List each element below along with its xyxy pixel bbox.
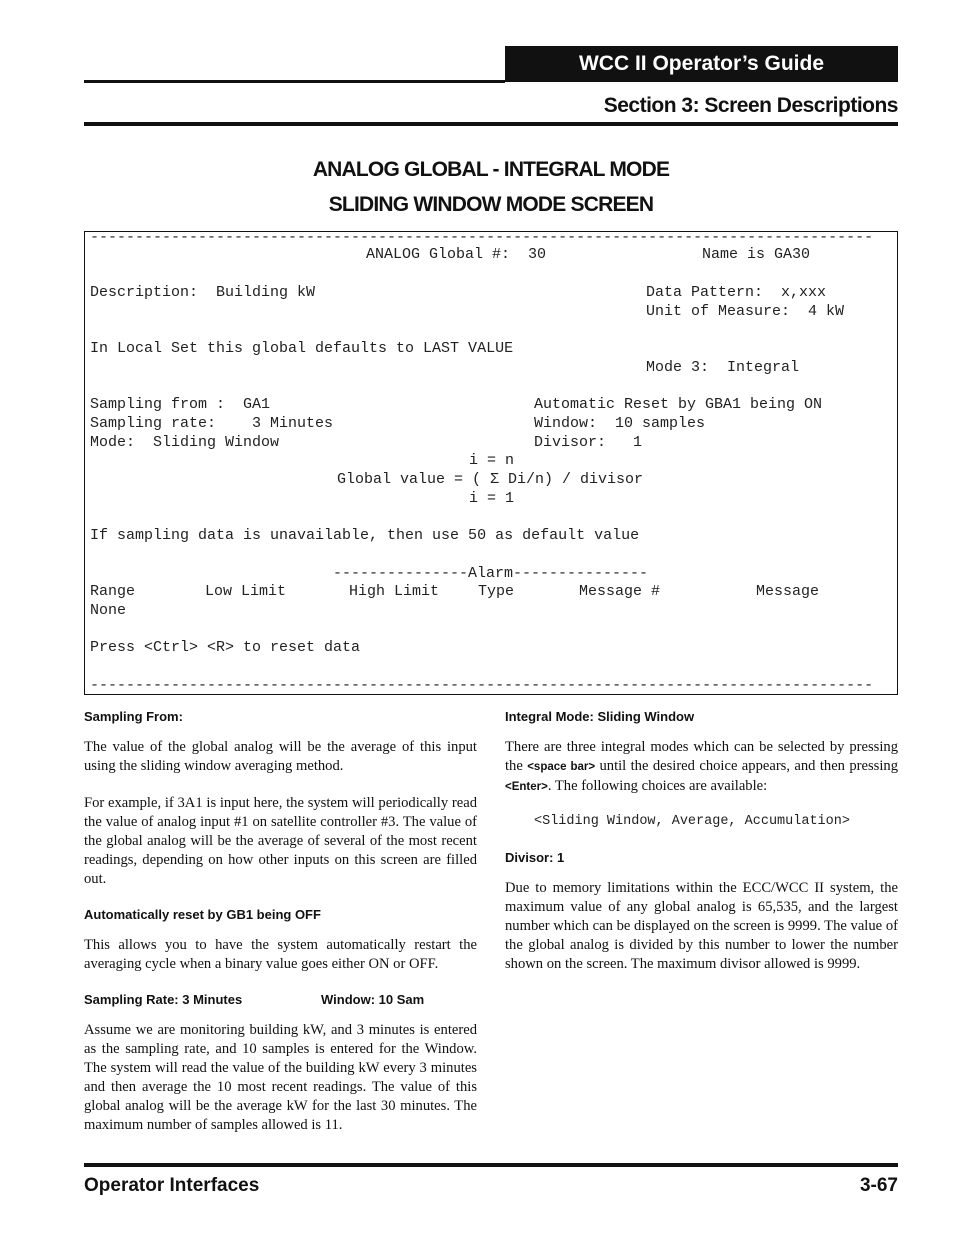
global-name-label: Name is GA30 (702, 246, 811, 263)
window-field: Window: 10 samples (534, 415, 706, 432)
sum-upper-limit: i = n (469, 452, 515, 469)
para-integral-text-a: There are three integral modes which can be selected by pressing the (505, 739, 898, 774)
para-sampling-from-1: The value of the global analog will be the average of this input using the sliding window averaging method. (84, 739, 477, 774)
unit-of-measure-field: Unit of Measure: 4 kW (646, 303, 845, 320)
page-title-line2: SLIDING WINDOW MODE SCREEN (328, 193, 654, 216)
enter-key: <Enter> (505, 781, 548, 793)
sampling-rate-field: Sampling rate: 3 Minutes (90, 415, 334, 432)
reset-instruction: Press <Ctrl> <R> to reset data (90, 639, 361, 656)
range-value: None (90, 602, 127, 619)
guide-title: WCC II Operator’s Guide (578, 52, 825, 75)
description-field: Description: Building kW (90, 284, 316, 301)
sum-lower-limit: i = 1 (469, 490, 515, 507)
col-high-limit: High Limit (349, 583, 440, 600)
screen-bottom-border: --------------------------------------------------------------------------------------- (90, 677, 874, 694)
header-rule-thick (84, 122, 898, 126)
mode3-field: Mode 3: Integral (646, 359, 800, 376)
heading-window: Window: 10 Sam (321, 992, 425, 1007)
page-title-line1: ANALOG GLOBAL - INTEGRAL MODE (312, 158, 670, 181)
integral-mode-choices: <Sliding Window, Average, Accumulation> (534, 814, 850, 829)
alarm-header: ---------------Alarm--------------- (333, 565, 649, 582)
col-message-number: Message # (579, 583, 661, 600)
auto-reset-field: Automatic Reset by GBA1 being ON (534, 396, 823, 413)
section-title: Section 3: Screen Descriptions (603, 94, 898, 117)
heading-integral-mode: Integral Mode: Sliding Window (505, 709, 695, 724)
footer-rule (84, 1163, 898, 1167)
divisor-field: Divisor: 1 (534, 434, 643, 451)
para-divisor: Due to memory limitations within the ECC/WCC II system, the maximum value of any global analog is 65,535, and the largest number which can be displayed on the screen is 9999. The value of the global analog is divided by this number to lower the number shown on the screen. The maximum divisor allowed is 9999. (505, 880, 898, 972)
screen-top-border: --------------------------------------------------------------------------------------- (90, 229, 874, 246)
heading-divisor: Divisor: 1 (505, 850, 565, 865)
formula-line: Global value = ( Σ Di/n) / divisor (337, 471, 644, 488)
sampling-from-field: Sampling from : GA1 (90, 396, 271, 413)
footer-chapter: Operator Interfaces (84, 1175, 260, 1196)
col-type: Type (478, 583, 515, 600)
header-rule-thin (84, 80, 505, 83)
col-message: Message (756, 583, 820, 600)
data-pattern-field: Data Pattern: x,xxx (646, 284, 827, 301)
para-integral-text-b: until the desired choice appears, and then pressing (595, 758, 898, 774)
para-integral-text-c: . The following choices are available: (547, 778, 768, 794)
heading-sampling-rate: Sampling Rate: 3 Minutes (84, 992, 243, 1007)
para-auto-reset: This allows you to have the system automatically restart the averaging cycle when a binary value goes either ON or OFF. (84, 937, 477, 972)
space-bar-key: <space bar> (527, 761, 596, 773)
default-value-line: If sampling data is unavailable, then use 50 as default value (90, 527, 640, 544)
global-number-label: ANALOG Global #: 30 (366, 246, 547, 263)
heading-auto-reset: Automatically reset by GB1 being OFF (84, 907, 321, 922)
col-range: Range (90, 583, 136, 600)
page-number: 3-67 (859, 1175, 898, 1196)
col-low-limit: Low Limit (205, 583, 287, 600)
para-sampling-from-2: For example, if 3A1 is input here, the system will periodically read the value of analog input #1 on satellite controller #3. The value of the global analog will be the average of several of the most recent readings, depending on how other inputs on this screen are filled out. (84, 795, 477, 887)
mode-field: Mode: Sliding Window (90, 434, 280, 451)
para-sampling-rate: Assume we are monitoring building kW, and 3 minutes is entered as the sampling rate, and 10 samples is entered for the Window. The system will read the value of the building kW every 3 minutes and then average the 10 most recent readings. The value of this global analog will be the average kW for the last 30 minutes. The maximum number of samples allowed is 11. (84, 1022, 477, 1133)
para-integral-mode (505, 738, 898, 797)
local-set-line: In Local Set this global defaults to LAST VALUE (90, 340, 514, 357)
heading-sampling-from: Sampling From: (84, 709, 183, 724)
